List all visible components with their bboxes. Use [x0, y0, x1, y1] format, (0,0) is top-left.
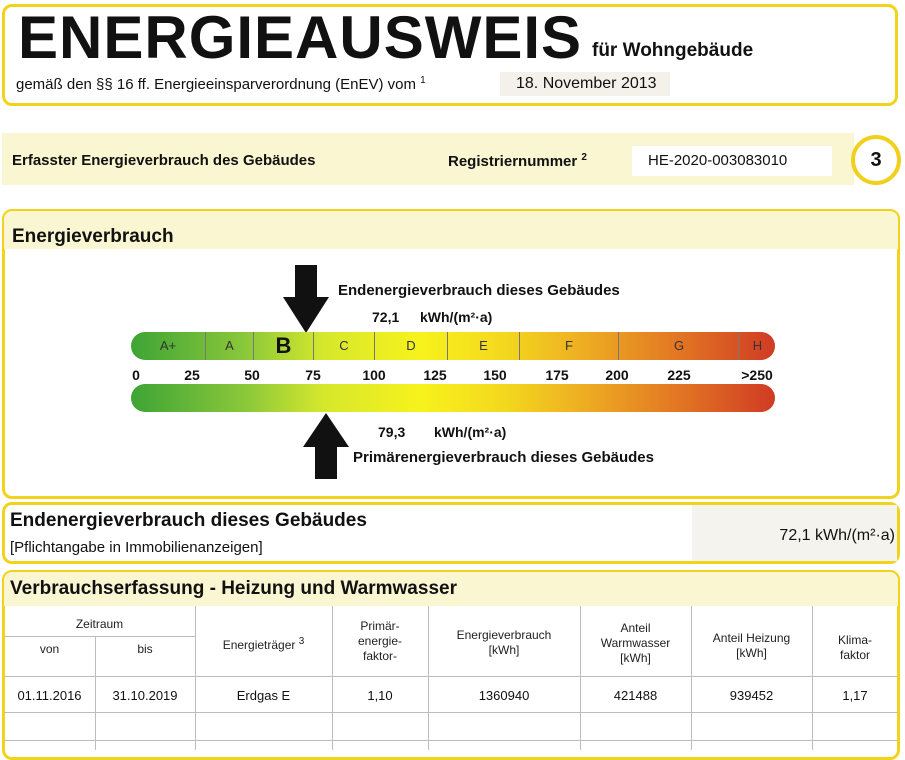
header-line: [kWh]: [488, 643, 520, 657]
scale-tick: 50: [244, 367, 260, 383]
header-line: [kWh]: [620, 651, 651, 665]
header-line: Primär-: [360, 619, 400, 633]
consumption-section-title: Verbrauchserfassung - Heizung und Warmwasser: [10, 578, 457, 599]
table-divider: [4, 636, 195, 637]
end-energy-box-title: Endenergieverbrauch dieses Gebäudes: [10, 510, 367, 531]
table-divider: [195, 606, 196, 750]
page-number-badge: 3: [851, 135, 901, 185]
table-divider: [691, 606, 692, 750]
header-anteil-heizung: [691, 631, 812, 661]
registration-label-text: Registriernummer: [448, 153, 578, 170]
primary-energy-title: Primärenergieverbrauch dieses Gebäudes: [353, 449, 654, 466]
header-line: Klima-: [837, 633, 872, 647]
cell-primaerenergiefaktor: 1,10: [367, 688, 393, 703]
class-a-plus: A+: [131, 332, 206, 360]
cell-energieverbrauch: 1360940: [478, 688, 530, 703]
primary-energy-arrow-icon: [303, 413, 349, 479]
header-zeitraum: Zeitraum: [75, 617, 124, 631]
header-line: Energieverbrauch: [456, 628, 552, 642]
scale-tick: 0: [132, 367, 140, 383]
header-line: Anteil: [620, 621, 651, 635]
table-divider: [4, 676, 898, 677]
header-von: von: [39, 642, 60, 656]
class-a: A: [206, 332, 254, 360]
class-c: C: [314, 332, 375, 360]
registration-number: HE-2020-003083010: [632, 146, 832, 176]
end-energy-unit: kWh/(m²·a): [420, 309, 493, 325]
primary-energy-scale: [131, 384, 775, 412]
cell-energietraeger: Erdgas E: [236, 688, 291, 703]
scale-tick: 75: [305, 367, 321, 383]
header-line: faktor-: [362, 649, 397, 663]
regulation-date: 18. November 2013: [500, 72, 670, 96]
header-energietraeger-text: Energieträger: [222, 638, 296, 652]
header-line: faktor: [839, 648, 870, 662]
registration-label: [448, 152, 587, 170]
scale-tick: 25: [184, 367, 200, 383]
cell-bis: 31.10.2019: [112, 688, 178, 703]
cell-von: 01.11.2016: [17, 688, 82, 703]
header-bis: bis: [137, 642, 153, 656]
cell-anteil-heizung: 939452: [729, 688, 774, 703]
footnote-1: 1: [420, 75, 426, 86]
scale-tick: 125: [423, 367, 447, 383]
class-d: D: [375, 332, 448, 360]
primary-energy-unit: kWh/(m²·a): [434, 424, 507, 440]
header-line: Warmwasser: [600, 636, 671, 650]
recorded-consumption-label: Erfasster Energieverbrauch des Gebäudes: [12, 152, 316, 169]
legal-reference: [16, 75, 426, 93]
energy-section-title: Energieverbrauch: [12, 226, 174, 247]
header-line: Anteil Heizung: [712, 631, 791, 645]
end-energy-title: Endenergieverbrauch dieses Gebäudes: [338, 282, 620, 299]
header-energieverbrauch: [428, 628, 580, 658]
table-divider: [4, 712, 898, 713]
end-energy-box-note: [Pflichtangabe in Immobilienanzeigen]: [10, 539, 263, 556]
class-b: B: [254, 332, 314, 360]
table-divider: [812, 606, 813, 750]
primary-energy-value: 79,3: [378, 424, 406, 440]
legal-text: gemäß den §§ 16 ff. Energieeinsparverordnung (EnEV) vom: [16, 76, 416, 93]
end-energy-value: 72,1: [372, 309, 400, 325]
document-subtitle: für Wohngebäude: [592, 40, 754, 61]
end-energy-arrow-icon: [283, 265, 329, 333]
header-line: [kWh]: [736, 646, 767, 660]
scale-tick: 200: [605, 367, 629, 383]
header-anteil-warmwasser: [580, 621, 691, 666]
scale-tick: 225: [667, 367, 691, 383]
end-energy-box-value: 72,1 kWh/(m²·a): [779, 527, 895, 544]
class-e: E: [448, 332, 520, 360]
header-energietraeger: [195, 634, 332, 653]
header-klimafaktor: [812, 633, 898, 663]
scale-tick: 175: [545, 367, 569, 383]
document-title: ENERGIEAUSWEIS: [18, 4, 583, 71]
table-divider: [4, 740, 898, 741]
footnote-2: 2: [581, 152, 587, 163]
cell-anteil-warmwasser: 421488: [613, 688, 658, 703]
cell-klimafaktor: 1,17: [842, 688, 868, 703]
class-f: F: [520, 332, 619, 360]
class-g: G: [619, 332, 740, 360]
footnote-3: 3: [298, 636, 305, 647]
scale-tick: 100: [362, 367, 386, 383]
header-line: energie-: [357, 634, 403, 648]
scale-tick: >250: [741, 367, 773, 383]
header-primaerenergiefaktor: [332, 619, 428, 664]
scale-tick: 150: [483, 367, 507, 383]
energy-class-scale: [131, 332, 775, 360]
class-h: H: [752, 338, 763, 353]
